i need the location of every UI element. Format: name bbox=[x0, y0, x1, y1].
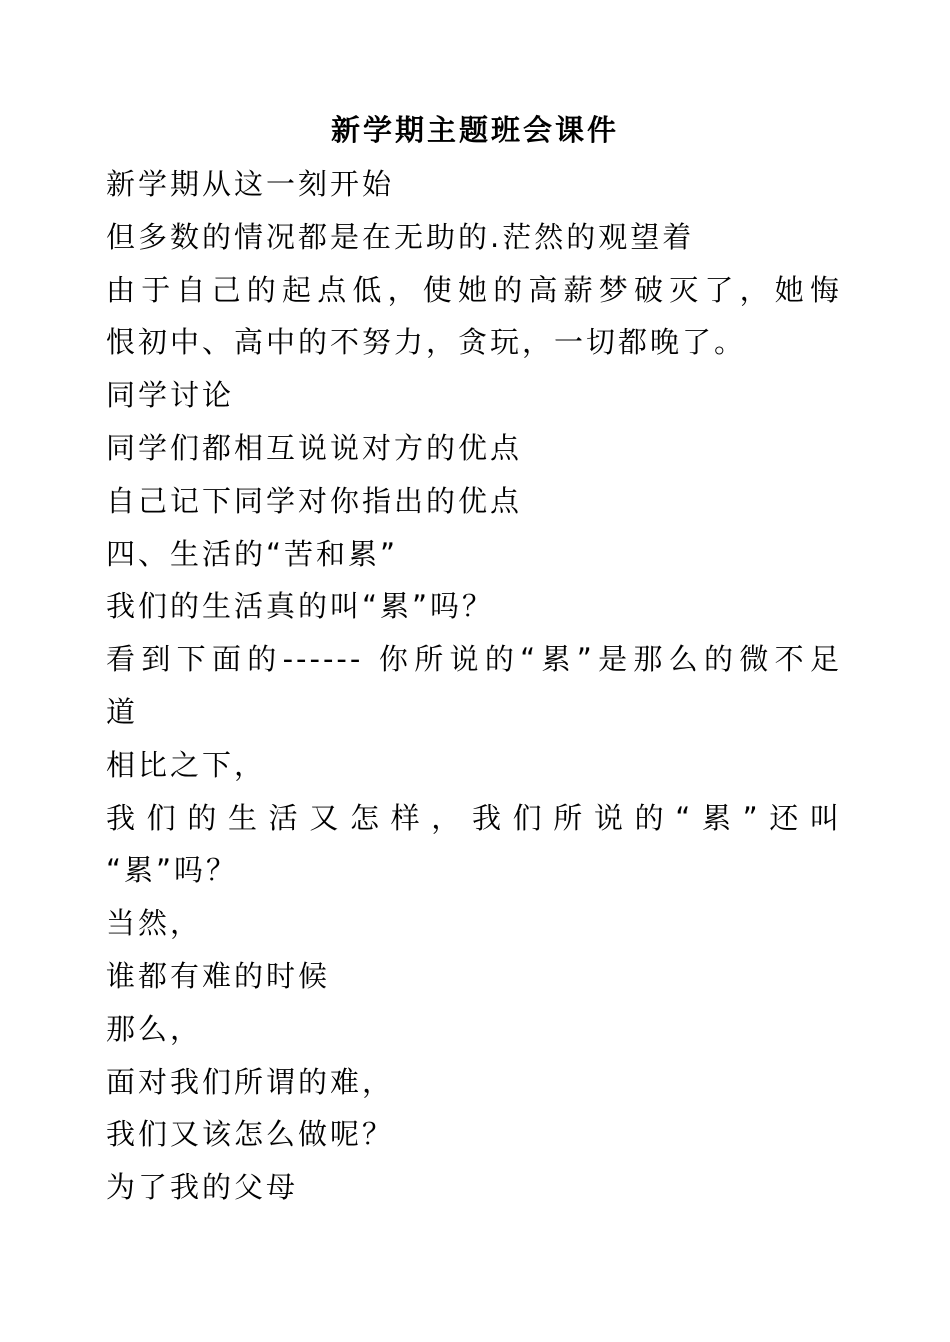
text-line: 同学讨论 bbox=[106, 378, 235, 413]
text-line: 面对我们所谓的难， bbox=[106, 1064, 395, 1099]
text-line: 谁都有难的时候 bbox=[106, 958, 331, 993]
text-line: 那么， bbox=[106, 1011, 203, 1046]
text-line: 新学期从这一刻开始 bbox=[106, 167, 395, 201]
text-line: 我们的生活真的叫“累”吗？ bbox=[106, 589, 495, 624]
text-line: 相比之下， bbox=[106, 747, 267, 782]
text-line: 同学们都相互说说对方的优点 bbox=[106, 430, 523, 465]
document-title: 新学期主题班会课件 bbox=[330, 113, 619, 147]
text-line: 当然， bbox=[106, 906, 203, 941]
text-line: 我们的生活又怎样，我们所说的“累”还叫 bbox=[106, 800, 842, 835]
text-line: 看到下面的------ 你所说的“累”是那么的微不足 bbox=[106, 642, 842, 677]
text-line: 恨初中、高中的不努力，贪玩，一切都晚了。 bbox=[106, 325, 747, 360]
text-line: 道 bbox=[106, 694, 139, 729]
document-body bbox=[106, 158, 842, 1214]
text-line: 但多数的情况都是在无助的.茫然的观望着 bbox=[106, 219, 695, 254]
text-line: 四、生活的“苦和累” bbox=[106, 536, 399, 571]
text-line: “累”吗？ bbox=[106, 853, 239, 888]
text-line: 自己记下同学对你指出的优点 bbox=[106, 483, 523, 518]
text-line: 为了我的父母 bbox=[106, 1170, 299, 1205]
text-line: 由于自己的起点低，使她的高薪梦破灭了，她悔 bbox=[106, 272, 842, 307]
text-line: 我们又该怎么做呢？ bbox=[106, 1117, 395, 1152]
